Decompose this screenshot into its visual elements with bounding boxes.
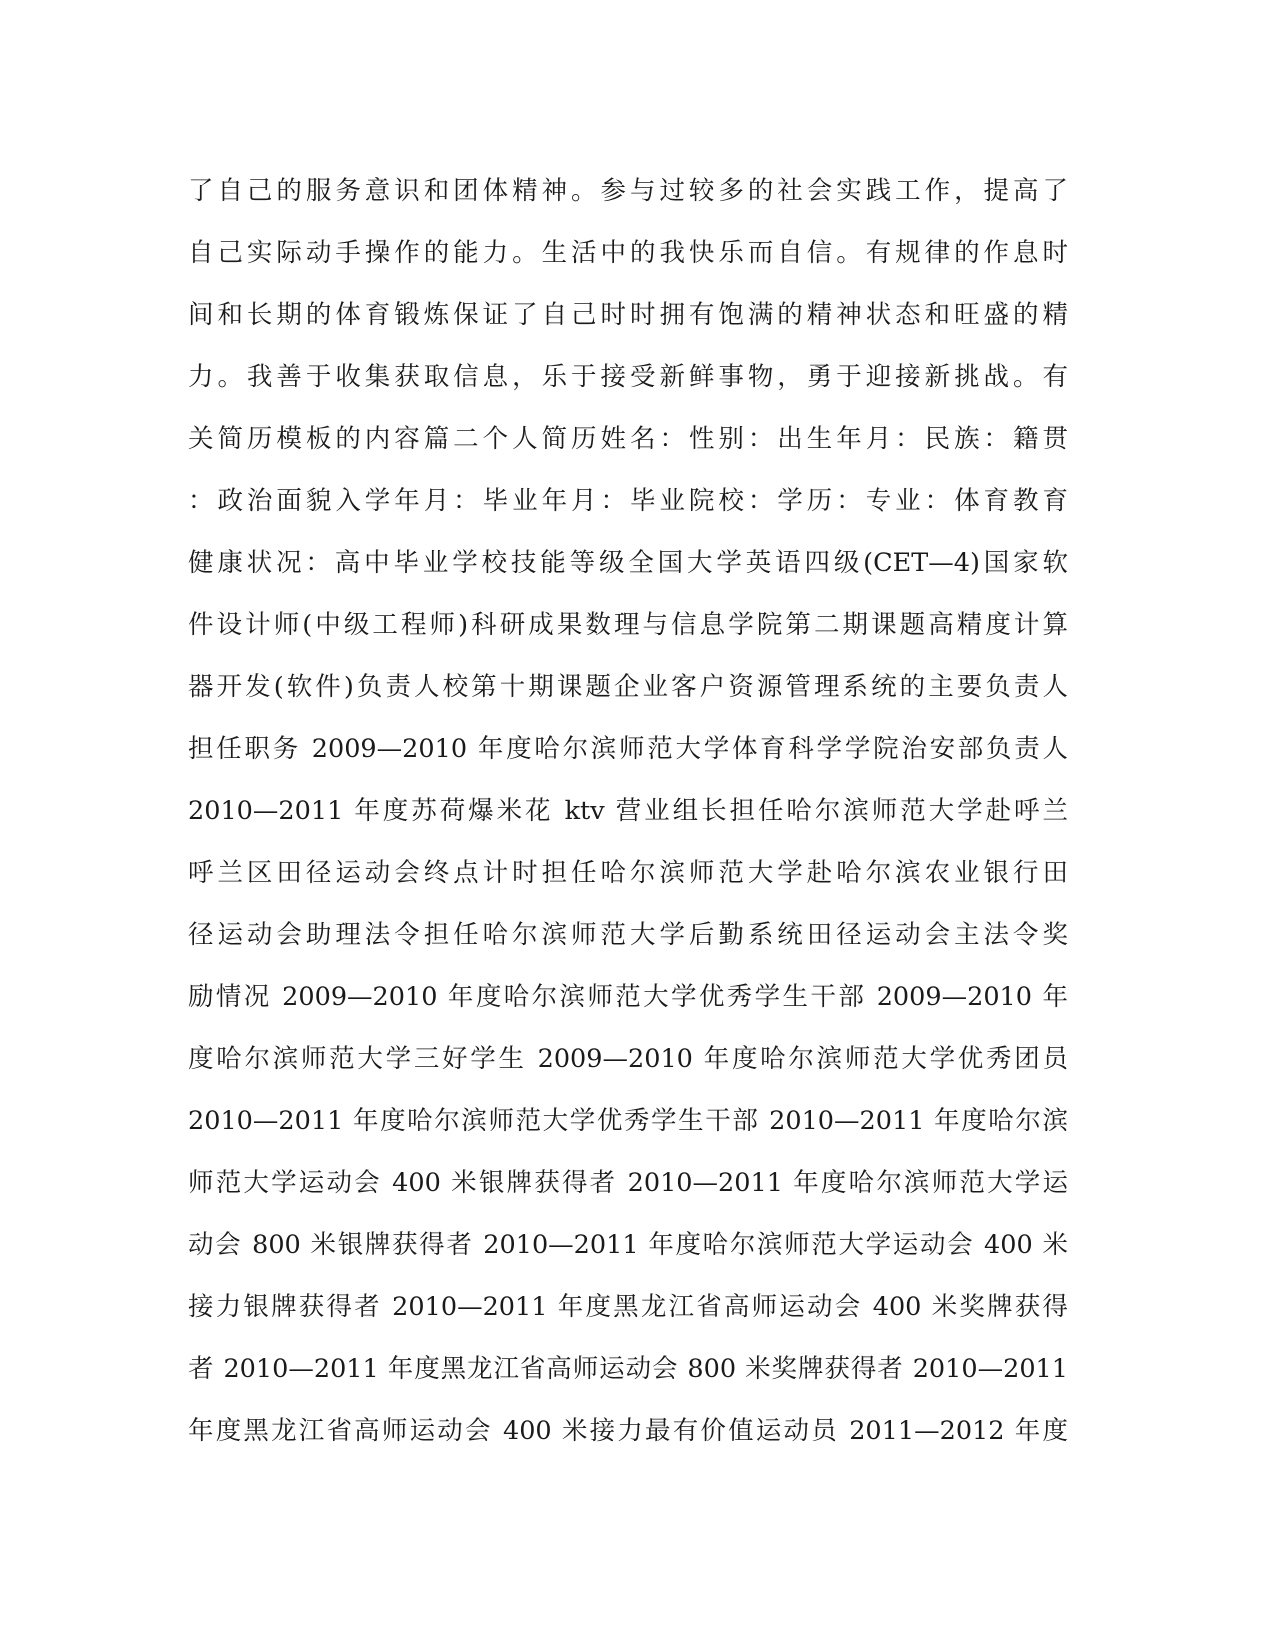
text-line: 度哈尔滨师范大学三好学生 2009—2010 年度哈尔滨师范大学优秀团员: [188, 1044, 1068, 1074]
text-line: 2010—2011 年度哈尔滨师范大学优秀学生干部 2010—2011 年度哈尔滨: [188, 1106, 1068, 1136]
text-line: 者 2010—2011 年度黑龙江省高师运动会 800 米奖牌获得者 2010—2011: [188, 1354, 1068, 1384]
text-line: 器开发(软件)负责人校第十期课题企业客户资源管理系统的主要负责人: [188, 672, 1068, 702]
body-text: [188, 160, 1068, 1462]
text-line: 励情况 2009—2010 年度哈尔滨师范大学优秀学生干部 2009—2010 年: [188, 982, 1068, 1012]
text-line: 2010—2011 年度苏荷爆米花 ktv 营业组长担任哈尔滨师范大学赴呼兰: [188, 796, 1068, 826]
text-line: ：政治面貌入学年月：毕业年月：毕业院校：学历：专业：体育教育: [188, 486, 1068, 516]
text-line: 关简历模板的内容篇二个人简历姓名：性别：出生年月：民族：籍贯: [188, 424, 1068, 454]
text-line: 健康状况：高中毕业学校技能等级全国大学英语四级(CET—4)国家软: [188, 548, 1068, 578]
text-line: 动会 800 米银牌获得者 2010—2011 年度哈尔滨师范大学运动会 400 米: [188, 1230, 1068, 1260]
text-line: 接力银牌获得者 2010—2011 年度黑龙江省高师运动会 400 米奖牌获得: [188, 1292, 1068, 1322]
text-line: 件设计师(中级工程师)科研成果数理与信息学院第二期课题高精度计算: [188, 610, 1068, 640]
text-line: 了自己的服务意识和团体精神。参与过较多的社会实践工作，提高了: [188, 176, 1068, 206]
text-line: 间和长期的体育锻炼保证了自己时时拥有饱满的精神状态和旺盛的精: [188, 300, 1068, 330]
text-line: 呼兰区田径运动会终点计时担任哈尔滨师范大学赴哈尔滨农业银行田: [188, 858, 1068, 888]
text-line: 径运动会助理法令担任哈尔滨师范大学后勤系统田径运动会主法令奖: [188, 920, 1068, 950]
text-line: 师范大学运动会 400 米银牌获得者 2010—2011 年度哈尔滨师范大学运: [188, 1168, 1068, 1198]
text-line: 担任职务 2009—2010 年度哈尔滨师范大学体育科学学院治安部负责人: [188, 734, 1068, 764]
text-line: 自己实际动手操作的能力。生活中的我快乐而自信。有规律的作息时: [188, 238, 1068, 268]
text-line: 年度黑龙江省高师运动会 400 米接力最有价值运动员 2011—2012 年度: [188, 1416, 1068, 1446]
text-line: 力。我善于收集获取信息，乐于接受新鲜事物，勇于迎接新挑战。有: [188, 362, 1068, 392]
